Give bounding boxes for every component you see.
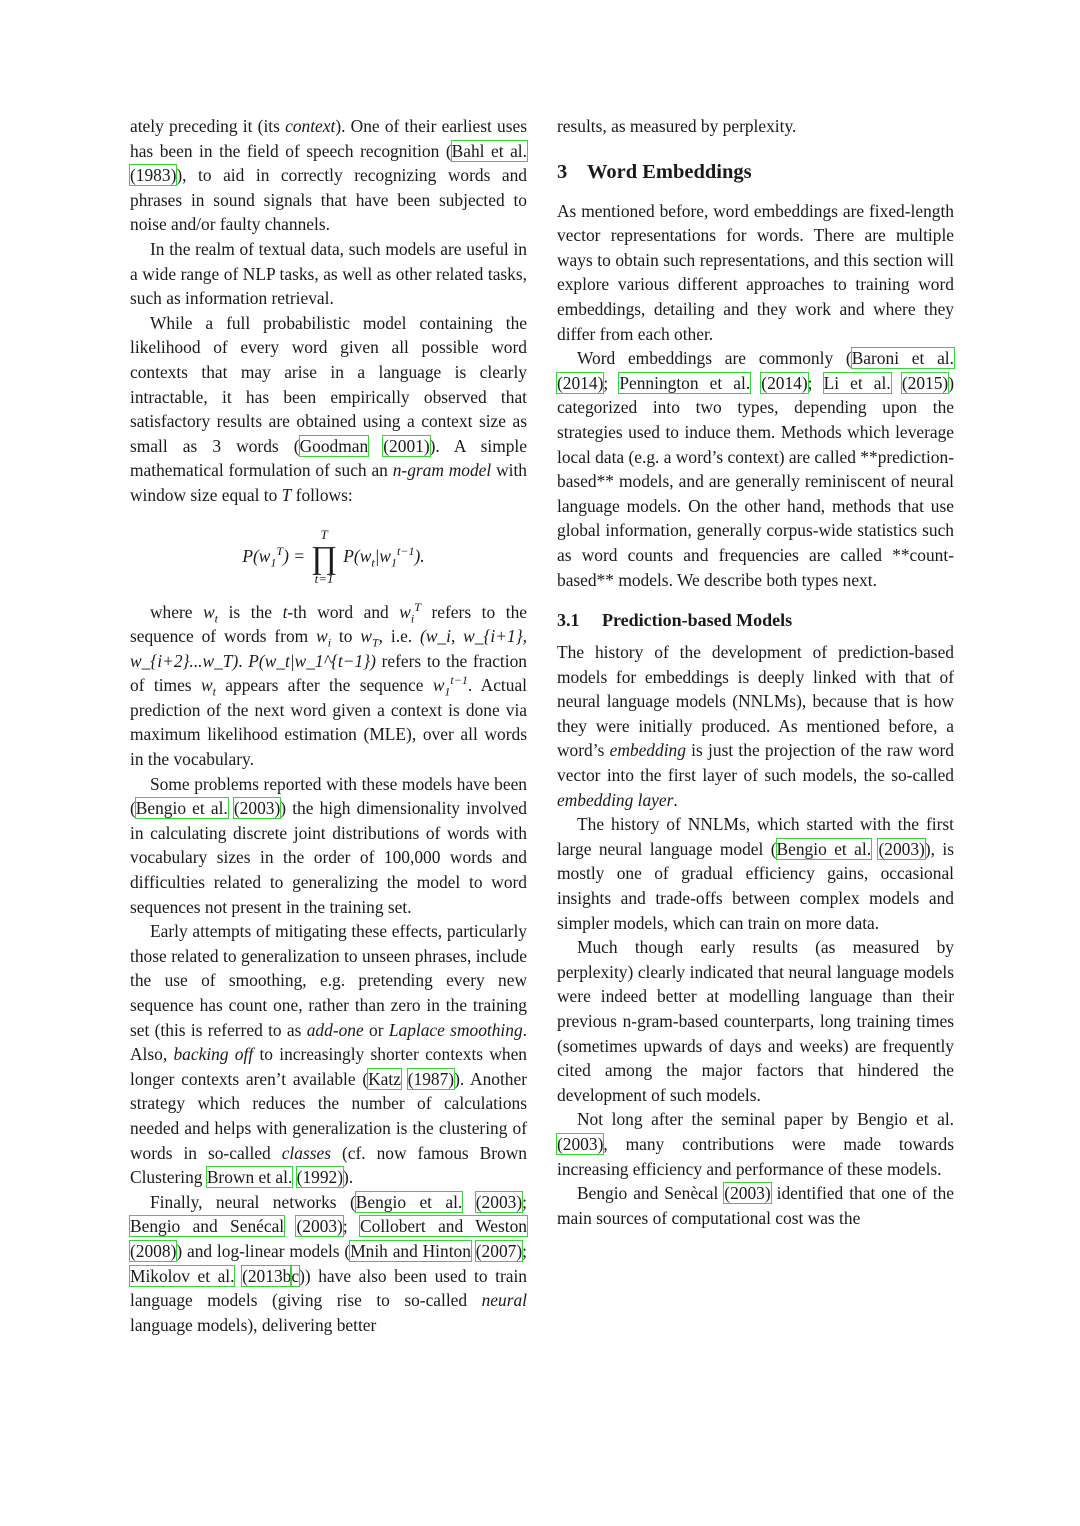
citation-year-link[interactable]: (2008) [130,1240,177,1261]
citation-year-link[interactable]: (2003) [878,838,925,859]
citation-year-link[interactable]: (2003) [233,798,281,819]
citation-year-link[interactable]: (2003) [724,1183,771,1204]
right-column [557,114,954,1230]
citation-link[interactable]: Katz [368,1068,401,1089]
citation-link[interactable]: Goodman [299,435,369,456]
citation-link[interactable]: Mnih and Hinton [350,1240,471,1261]
citation-year-link[interactable]: (2007) [475,1240,523,1261]
left-column [130,114,527,1337]
citation-link[interactable]: Bengio et al. [776,838,872,859]
citation-year-link[interactable]: (1992) [296,1167,344,1188]
paragraph: where $w_t$ is the t-th word and $w_i^T$ refers to the sequence of words from $w_i$ to $w_T$, i.e. (w_i, w_{i+1}, w_{i+2}...w_T). P(w_t|w_1^{t−1}) refers to the fraction of times $w_t$ appears after the sequence $w_1^{t-1}$. Actual prediction of the next word given a context is done via maximum likelihood estimation (MLE), over all words in the vocabulary. [130,599,527,770]
paragraph: As mentioned before, word embeddings are fixed-length vector representations for words. There are multiple ways to obtain such representations, and this section will explore various different approaches to training word embeddings, detailing and they work and where they differ from each other. [557,200,954,344]
citation-link[interactable]: Baroni et al. [851,348,954,369]
citation-year-link[interactable]: (2003) [557,1133,604,1154]
citation-link[interactable]: Bengio and Senécal [130,1216,285,1237]
citation-link[interactable]: Collobert and Weston [360,1216,527,1237]
paragraph: Much though early results (as measured by perplexity) clearly indicated that neural language models were indeed better at modelling language than their previous n-gram-based counterparts, long training times (sometimes upwards of days and weeks) are frequently cited among the major factors that hindered the development of such models. [557,937,954,1105]
paragraph: ately preceding it (its context). One of their earliest uses has been in the field of speech recognition (Bahl et al. (1983)), to aid in correctly recognizing words and phrases in sound signals that have been subjected to noise and/or faulty channels. [130,116,527,235]
section-heading: 3 Word Embeddings [557,160,752,183]
paragraph: Word embeddings are commonly (Baroni et al. (2014); Pennington et al. (2014); Li et al. (2015)) categorized into two types, depending upon the strategies used to induce them. Methods which leverage local data (e.g. a word’s context) are called **prediction-based** models, and are generally reminiscent of neural language models. On the other hand, methods that use global information, generally corpus-wide statistics such as word counts and frequencies are called **count-based** models. We describe both types next. [557,348,954,590]
citation-year-link[interactable]: (1987) [407,1068,455,1089]
paragraph: Bengio and Senècal (2003) identified that one of the main sources of computational cost was the [557,1183,954,1228]
paragraph: The history of NNLMs, which started with the first large neural language model (Bengio et al. (2003)), is mostly one of gradual efficiency gains, occasional insights and trade-offs between complex models and simpler models, which can train on more data. [557,814,954,933]
product-operator: T ∏ t=1 [310,526,338,586]
ngram-equation: $P(w_1^T)$ = T ∏ t=1 $P(w_t|w_1^{t-1})$. [242,526,425,586]
paragraph: Some problems reported with these models have been (Bengio et al. (2003)) the high dimensionality involved in calculating discrete joint distributions of words with vocabulary sizes in the order of 100,000 words and difficulties related to generalizing the model to word sequences not present in the training set. [130,773,527,917]
paragraph: The history of the development of prediction-based models for embeddings is deeply linked with that of neural language models (NNLMs), because that is how they were initially produced. As mentioned before, a word’s embedding is just the projection of the raw word vector into the first layer of such models, the so-called embedding layer. [557,642,954,810]
citation-year-link[interactable]: (2003) [475,1191,523,1212]
citation-link[interactable]: Bengio et al. [355,1191,463,1212]
paragraph: Finally, neural networks (Bengio et al. (2003); Bengio and Senécal (2003); Collobert and Weston (2008)) and log-linear models (Mnih and Hinton (2007); Mikolov et al. (2013bc)) have also been used to train language models (giving rise to so-called neural language models), delivering better [130,1191,527,1335]
citation-year-link[interactable]: (2001) [383,435,430,456]
citation-year-link[interactable]: c [291,1265,300,1286]
subsection-heading: 3.1 Prediction-based Models [557,610,793,631]
citation-year-link[interactable]: (2014) [761,372,808,393]
citation-link[interactable]: Bengio et al. [135,798,228,819]
citation-year-link[interactable]: (2013b [242,1265,292,1286]
paragraph: Not long after the seminal paper by Bengio et al. (2003), many contributions were made towards increasing efficiency and performance of these models. [557,1109,954,1179]
paragraph: Early attempts of mitigating these effects, particularly those related to generalization to unseen phrases, include the use of smoothing, e.g. pretending every new sequence has count one, rather than zero in the training set (this is referred to as add-one or Laplace smoothing. Also, backing off to increasingly shorter contexts when longer contexts aren’t available (Katz (1987)). Another strategy which reduces the number of calculations needed and helps with generalization is the clustering of words in so-called classes (cf. now famous Brown Clustering Brown et al. (1992)). [130,921,528,1188]
citation-link[interactable]: Pennington et al. [619,372,751,393]
citation-year-link[interactable]: (2014) [557,372,604,393]
citation-link[interactable]: Li et al. [823,372,891,393]
citation-link[interactable]: Brown et al. [206,1167,293,1188]
citation-year-link[interactable]: (2015) [901,372,949,393]
citation-year-link[interactable]: (1983) [130,165,177,186]
paragraph: In the realm of textual data, such models are useful in a wide range of NLP tasks, as well as other related tasks, such as information retrieval. [130,238,527,309]
citation-link[interactable]: Bahl et al. [451,140,527,161]
citation-link[interactable]: Mikolov et al. [130,1265,235,1286]
paragraph: results, as measured by perplexity. [557,116,797,136]
paragraph: While a full probabilistic model containing the likelihood of every word given all possible word contexts that may arise in a language is clearly intractable, it has been empirically observed that satisfactory results are obtained using a context size as small as 3 words (Goodman (2001)). A simple mathematical formulation of such an n-gram model with window size equal to T follows: [130,312,527,505]
citation-year-link[interactable]: (2003) [296,1216,343,1237]
